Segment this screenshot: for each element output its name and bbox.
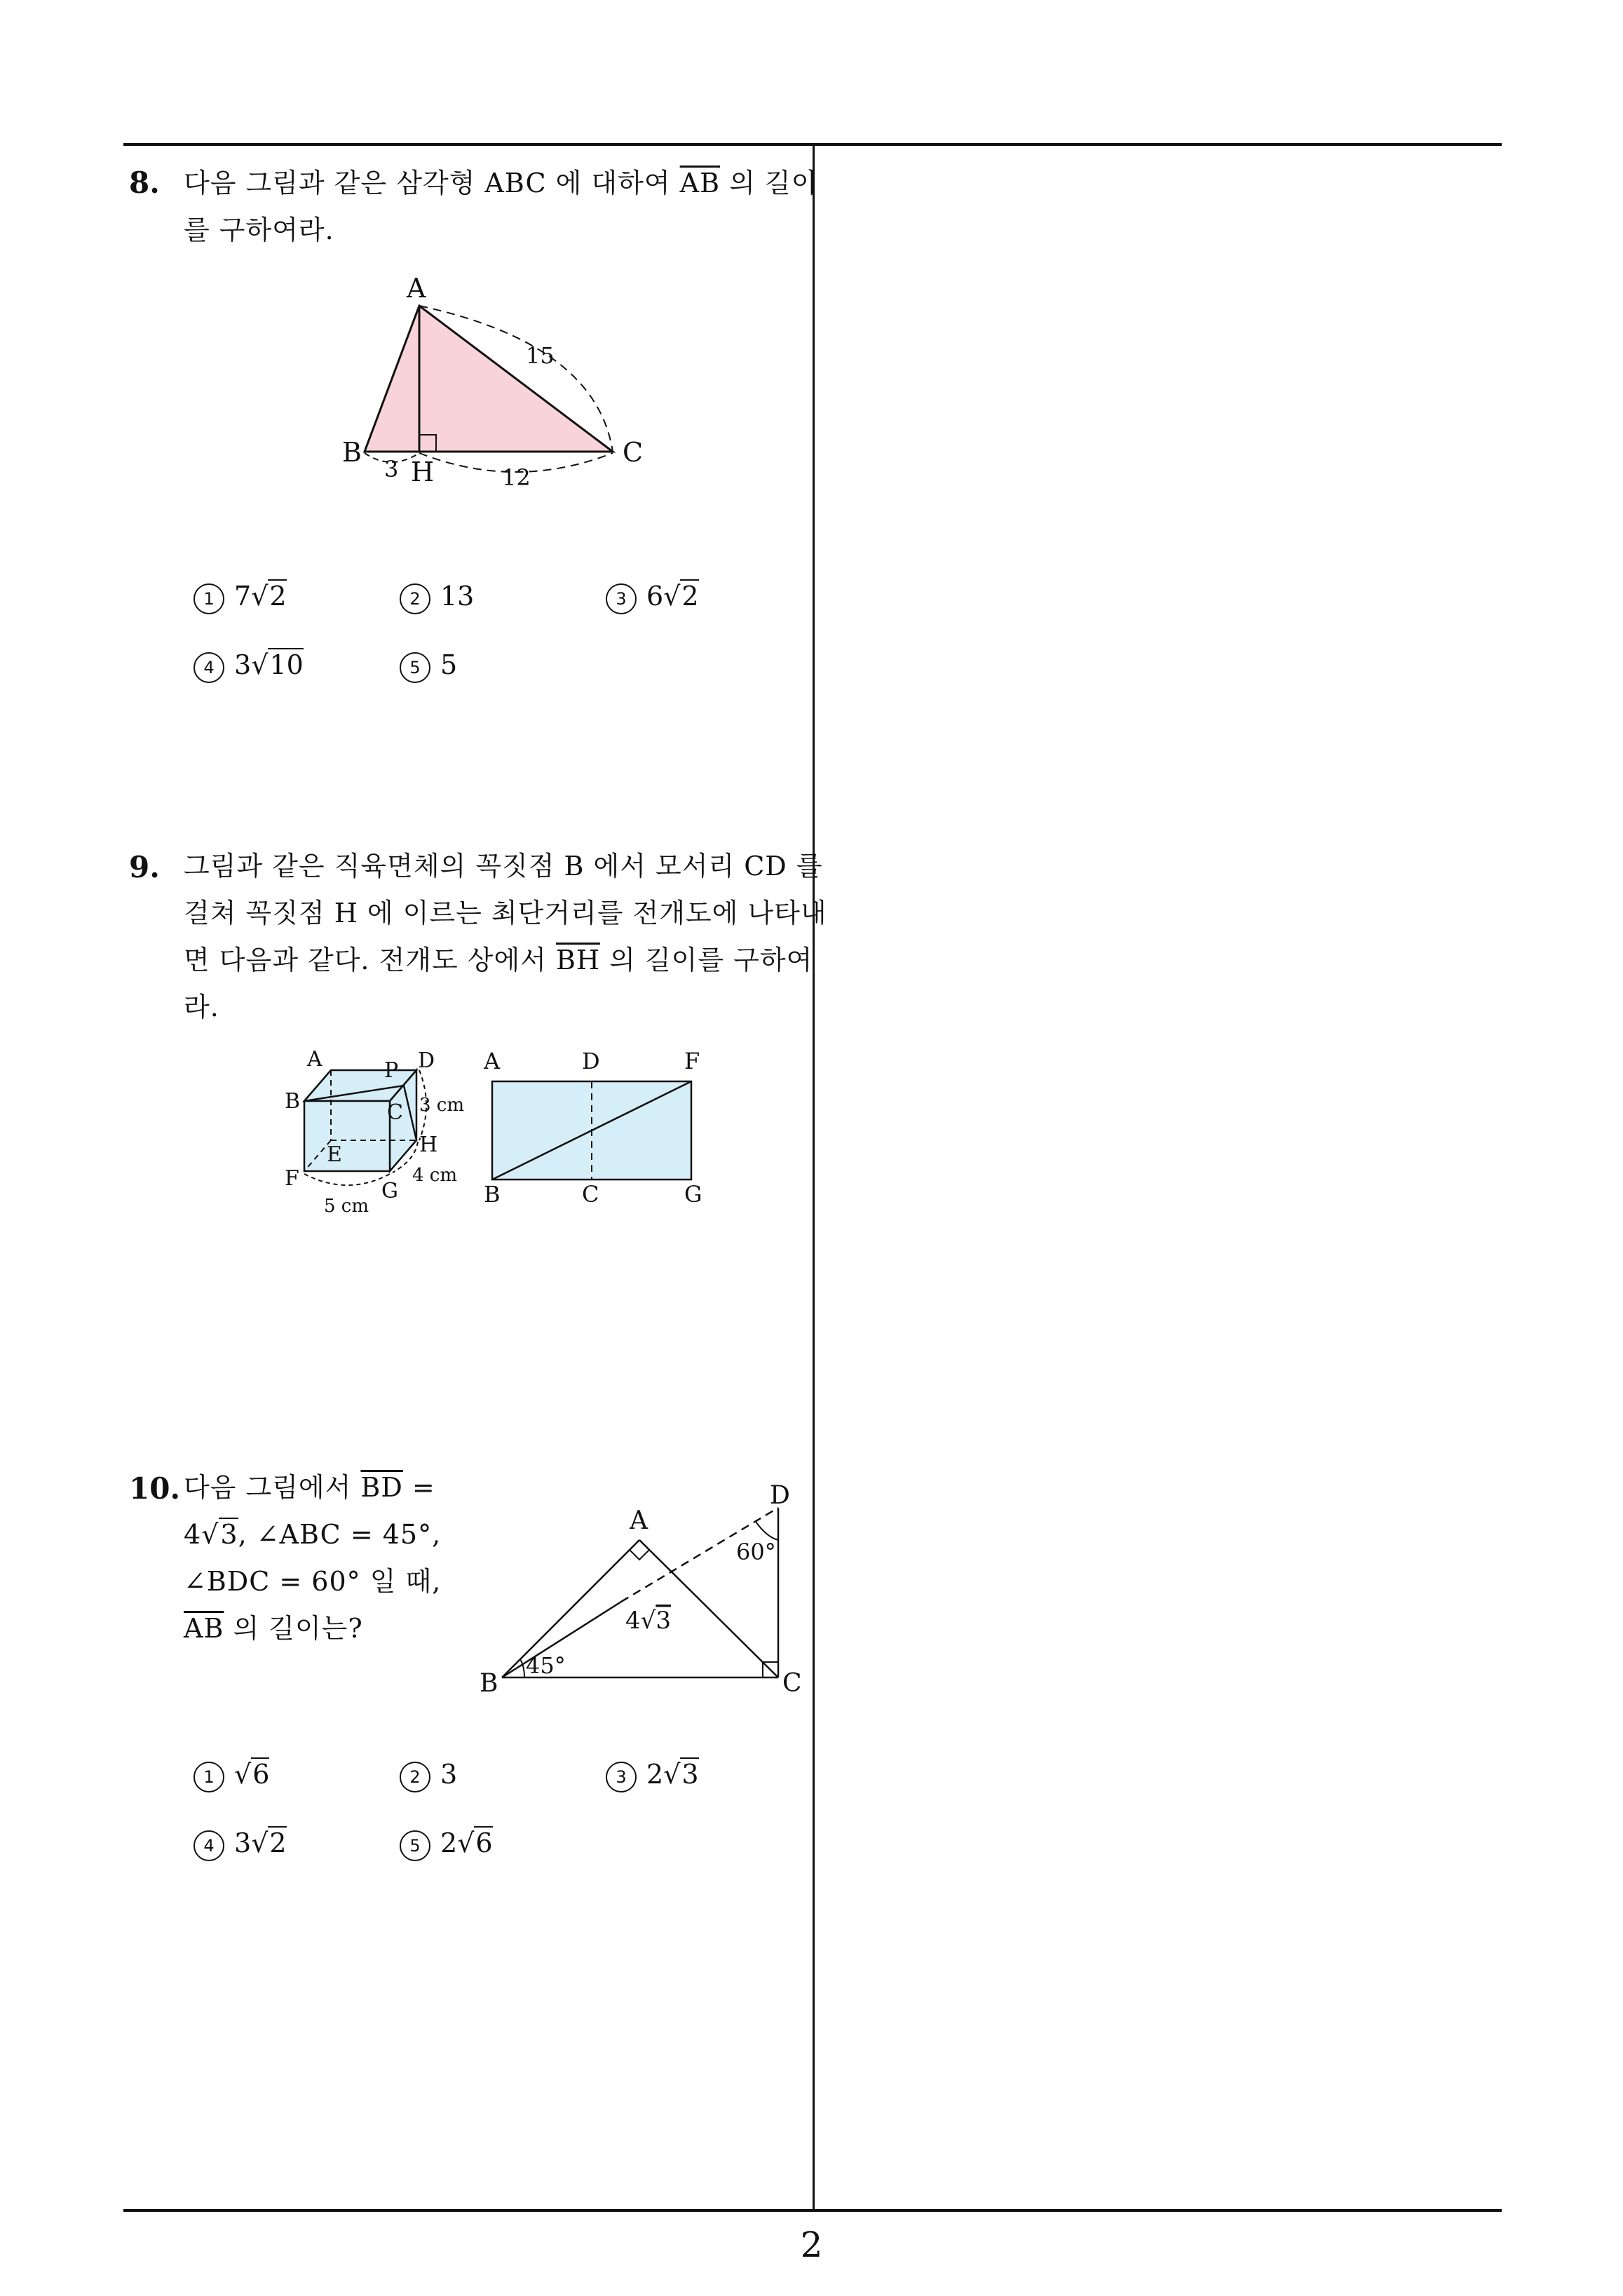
q8-len-bh: 3 [384, 456, 399, 482]
q9-box-f: F [285, 1166, 299, 1191]
q8-text-2: 를 구하여라. [184, 215, 334, 245]
q9-cuboid-figure [278, 1045, 509, 1227]
q9-net-d: D [582, 1048, 600, 1074]
q9-box-d: D [418, 1048, 435, 1073]
q10-text-2root: 3 [220, 1519, 238, 1550]
q9-number: 9. [129, 850, 160, 884]
q10-choice-3[interactable]: 3 2√3 [606, 1759, 699, 1792]
q9-net-figure [477, 1045, 715, 1213]
q9-text-3a: 면 다음과 같다. 전개도 상에서 [184, 945, 547, 975]
q10-text-3: ∠BDC = 60° 일 때, [184, 1566, 442, 1597]
q9-box-a: A [307, 1047, 322, 1072]
q8-choice-5[interactable]: 5 5 [400, 649, 457, 683]
q9-box-e: E [327, 1142, 342, 1167]
q8-number: 8. [129, 166, 160, 200]
q10-number: 10. [129, 1471, 181, 1506]
q8-choice-3[interactable]: 3 6√2 [606, 581, 699, 614]
q10-right-angle-a [630, 1550, 649, 1560]
q10-choice-1[interactable]: 1 √6 [193, 1759, 269, 1792]
q8-len-ac: 15 [526, 342, 555, 369]
q8-text-1a: 다음 그림과 같은 삼각형 ABC 에 대하여 [184, 168, 671, 198]
q9-net-c: C [582, 1181, 599, 1208]
q9-net-a: A [484, 1048, 501, 1074]
q10-label-b: B [480, 1669, 498, 1698]
q10-text: 다음 그림에서 $\overline{BD}$ = 4√3, ∠ABC = 45°, ∠BDC = 60° 일 때, $\overline{AB}$ 의 길이는? [184, 1472, 442, 1644]
q8-text [184, 160, 817, 254]
q10-len-bd: 4√3 [625, 1607, 671, 1635]
q8-label-b: B [342, 437, 362, 468]
q9-text-2: 걸쳐 꼭짓점 H 에 이르는 최단거리를 전개도에 나타내 [184, 898, 827, 928]
q10-label-a: A [630, 1506, 648, 1535]
q8-len-hc: 12 [502, 464, 531, 491]
q9-box-g: G [381, 1179, 398, 1203]
page-number: 2 [800, 2224, 823, 2265]
q8-label-a: A [407, 273, 426, 304]
q10-label-d: D [770, 1481, 790, 1510]
q10-choice-2[interactable]: 2 3 [400, 1759, 457, 1792]
q10-figure [470, 1473, 813, 1711]
q8-label-c: C [623, 437, 644, 468]
q8-text-1b: 의 길이 [729, 168, 818, 198]
q10-choice-4[interactable]: 4 3√2 [193, 1828, 287, 1861]
q9-net-g: G [684, 1181, 702, 1208]
q9-box-3cm: 3 cm [419, 1095, 465, 1116]
q9-box-b: B [285, 1089, 301, 1114]
q9-text-1: 그림과 같은 직육면체의 꼭짓점 B 에서 모서리 CD 를 [184, 851, 823, 882]
q8-label-h: H [411, 457, 435, 487]
q8-choice-4[interactable]: 4 3√10 [193, 649, 304, 683]
q9-box-p: P [384, 1058, 399, 1083]
q9-box-c: C [387, 1100, 403, 1125]
q10-label-c: C [782, 1669, 802, 1698]
q9-seg-bh: $\overline{BH}$ [556, 945, 601, 975]
q10-text-2a: 4 [184, 1519, 202, 1550]
q9-box-h: H [419, 1133, 438, 1157]
q10-text-1a: 다음 그림에서 [184, 1472, 352, 1503]
q8-seg-ab: $\overline{AB}$ [679, 168, 721, 198]
q10-text-4b: 의 길이는? [233, 1613, 363, 1644]
q9-net-b: B [484, 1181, 501, 1208]
q8-figure [330, 266, 659, 498]
column-divider [813, 143, 815, 2212]
q9-box-5cm: 5 cm [324, 1196, 369, 1217]
q10-text-1b: = [412, 1472, 435, 1503]
q9-box-4cm: 4 cm [412, 1165, 458, 1186]
q9-net-f: F [684, 1048, 700, 1074]
q10-angle-45: 45° [526, 1652, 566, 1679]
q10-angle-60: 60° [736, 1539, 776, 1565]
q10-choice-5[interactable]: 5 2√6 [400, 1828, 493, 1861]
q9-text-4: 라. [184, 992, 219, 1022]
q8-choice-1[interactable]: 1 7√2 [193, 581, 287, 614]
q10-seg-ab: $\overline{AB}$ [184, 1613, 224, 1644]
q9-text-3b: 의 길이를 구하여 [609, 945, 813, 975]
q10-seg-bd: $\overline{BD}$ [360, 1472, 403, 1503]
q10-text-2b: , ∠ABC = 45°, [238, 1519, 442, 1550]
q8-choice-2[interactable]: 2 13 [400, 581, 474, 614]
bottom-rule [123, 2209, 1502, 2212]
q9-text [184, 843, 827, 1031]
